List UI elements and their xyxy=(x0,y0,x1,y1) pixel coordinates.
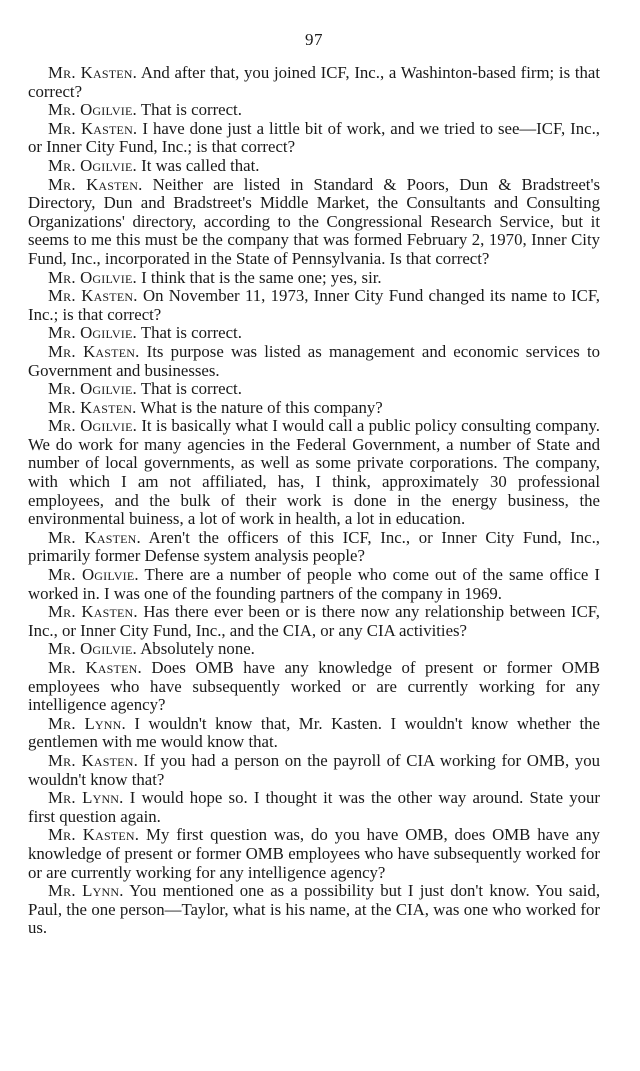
page-number: 97 xyxy=(305,30,323,49)
transcript-paragraph xyxy=(28,380,600,399)
speaker-name: Mr. Lynn. xyxy=(48,788,124,808)
transcript-paragraph xyxy=(28,269,600,288)
speaker-name: Mr. Kasten. xyxy=(48,825,140,845)
speech-text: Has there ever been or is there now any relationship between ICF, Inc., or Inner City Fund, Inc., and the CIA, or any CIA activities? xyxy=(28,602,600,640)
speech-text: That is correct. xyxy=(136,100,242,120)
speaker-name: Mr. Kasten. xyxy=(48,118,138,138)
speech-text: It was called that. xyxy=(136,155,260,175)
transcript-paragraph xyxy=(28,789,600,826)
speaker-name: Mr. Lynn. xyxy=(48,881,124,901)
speaker-name: Mr. Kasten. xyxy=(48,527,141,547)
transcript-paragraph xyxy=(28,157,600,176)
transcript-paragraph xyxy=(28,566,600,603)
speaker-name: Mr. Ogilvie. xyxy=(48,639,137,659)
speaker-name: Mr. Kasten. xyxy=(48,63,138,82)
speech-text: There are a number of people who come out of the same office I worked in. I was one of the founding partners of the company in 1969. xyxy=(28,565,600,603)
speech-text: And after that, you joined ICF, Inc., a Washinton-based firm; is that correct? xyxy=(28,63,601,101)
transcript-paragraph xyxy=(28,64,600,101)
transcript-paragraph xyxy=(28,101,600,120)
speaker-name: Mr. Ogilvie. xyxy=(48,416,138,436)
speech-text: That is correct. xyxy=(136,323,242,343)
speech-text: Aren't the officers of this ICF, Inc., or Inner City Fund, Inc., primarily former Defense system analysis people? xyxy=(28,527,600,566)
speech-text: If you had a person on the payroll of CIA working for OMB, you wouldn't know that? xyxy=(28,750,601,789)
transcript-paragraph xyxy=(28,715,600,752)
transcript-paragraph xyxy=(28,399,600,418)
transcript-paragraph xyxy=(28,659,600,715)
speaker-name: Mr. Kasten. xyxy=(48,174,143,194)
speaker-name: Mr. Kasten. xyxy=(48,341,140,361)
transcript-paragraph xyxy=(28,176,600,269)
speech-text: I have done just a little bit of work, and we tried to see—ICF, Inc., or Inner City Fund, Inc.; is that correct? xyxy=(28,118,600,157)
transcript-paragraph xyxy=(28,343,600,380)
transcript-paragraph xyxy=(28,826,600,882)
transcript-paragraph xyxy=(28,603,600,640)
speech-text: On November 11, 1973, Inner City Fund changed its name to ICF, Inc.; is that correct? xyxy=(28,286,601,324)
speaker-name: Mr. Ogilvie. xyxy=(48,565,139,585)
speech-text: What is the nature of this company? xyxy=(136,397,383,417)
document-page xyxy=(28,0,600,938)
speech-text: It is basically what I would call a public policy consulting company. We do work for many agencies in the Federal Government, a number of State and number of local governments, as well as some private corporations. The company, with which I am not affiliated, has, I think, approximately 30 professional employees, and the bulk of their work is done in the energy business, the environmental buiness, a lot of work in health, a lot in education. xyxy=(28,416,600,529)
transcript-paragraph xyxy=(28,287,600,324)
speaker-name: Mr. Kasten. xyxy=(48,602,138,622)
transcript-paragraph xyxy=(28,529,600,566)
speech-text: Neither are listed in Standard & Poors, Dun & Bradstreet's Directory, Dun and Bradstreet's Middle Market, the Consultants and Consulting Organizations' directory, according to the Congressional Research Service, but it seems to me this must be the company that was formed February 2, 1970, Inner City Fund, Inc., incorporated in the State of Pennsylvania. Is that correct? xyxy=(28,174,600,268)
speaker-name: Mr. Lynn. xyxy=(48,713,126,733)
speaker-name: Mr. Kasten. xyxy=(48,658,142,677)
speech-text: Absolutely none. xyxy=(136,639,255,659)
speaker-name: Mr. Ogilvie. xyxy=(48,379,137,399)
speaker-name: Mr. Kasten. xyxy=(48,286,138,306)
speech-text: Does OMB have any knowledge of present or former OMB employees who have subsequently worked or are currently working for any intelligence agency? xyxy=(28,658,600,715)
transcript-paragraph xyxy=(28,752,600,789)
speech-text: You mentioned one as a possibility but I just don't know. You said, Paul, the one person—Taylor, what is his name, at the CIA, was one who worked for us. xyxy=(28,881,601,938)
speech-text: That is correct. xyxy=(136,379,242,399)
speech-text: I would hope so. I thought it was the other way around. State your first question again. xyxy=(28,788,601,826)
transcript-body xyxy=(28,64,600,938)
speech-text: I think that is the same one; yes, sir. xyxy=(136,267,382,287)
speaker-name: Mr. Ogilvie. xyxy=(48,267,137,287)
speaker-name: Mr. Ogilvie. xyxy=(48,323,137,343)
transcript-paragraph xyxy=(28,324,600,343)
speaker-name: Mr. Ogilvie. xyxy=(48,155,137,175)
speech-text: Its purpose was listed as management and economic services to Government and businesses. xyxy=(28,341,601,380)
transcript-paragraph xyxy=(28,120,600,157)
speech-text: I wouldn't know that, Mr. Kasten. I wouldn't know whether the gentlemen with me would know that. xyxy=(28,713,601,752)
speaker-name: Mr. Kasten. xyxy=(48,750,138,770)
transcript-paragraph xyxy=(28,882,600,938)
transcript-paragraph xyxy=(28,417,600,529)
speaker-name: Mr. Kasten. xyxy=(48,397,137,417)
speaker-name: Mr. Ogilvie. xyxy=(48,100,137,120)
speech-text: My first question was, do you have OMB, does OMB have any knowledge of present or former OMB employees who have subsequently worked for or are currently working for any intelligence agency? xyxy=(28,825,600,882)
transcript-paragraph xyxy=(28,640,600,659)
